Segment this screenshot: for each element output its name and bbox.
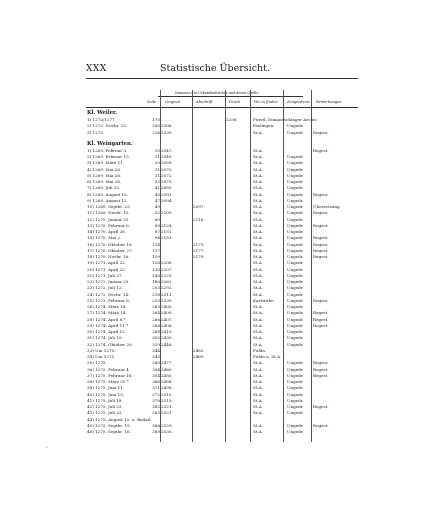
- cell-wo: St.A.: [253, 322, 264, 328]
- cell-nr: 119: [152, 254, 160, 259]
- cell-date: 2) 1272. Novbr. 22.: [87, 123, 128, 129]
- cell-nr: 264: [152, 310, 160, 316]
- cell-nr: 87: [154, 229, 160, 234]
- cell-wo: St.A.: [253, 341, 264, 347]
- cell-nr: 31: [154, 166, 160, 172]
- cell-reg: Regest.: [313, 366, 329, 372]
- page-number: XXX: [86, 64, 107, 74]
- cell-nr: 345: [152, 354, 160, 359]
- cell-nr: 302: [152, 335, 160, 341]
- cell-zeug: Ungedr.: [287, 185, 304, 191]
- cell-nr: 52: [154, 210, 160, 216]
- cell-wo: St.A.: [253, 241, 264, 247]
- cell-orig: 2485.: [161, 372, 173, 378]
- cell-nr: 250: [152, 123, 160, 129]
- cell-orig: 2206.: [161, 260, 173, 266]
- cell-nr: 354: [152, 366, 160, 372]
- cell-wo: St.A.: [253, 185, 264, 191]
- cell-date: 11) 1269. Novbr. 15.: [87, 210, 130, 216]
- cell-date: 39) 1275. Juni 11.: [87, 385, 125, 391]
- cell-wo: St.A.: [253, 129, 264, 135]
- cell-orig: 2092.: [161, 191, 173, 197]
- cell-reg: Regest.: [313, 129, 329, 135]
- cell-orig: 2059.: [161, 160, 173, 166]
- cell-wo: St.A.: [253, 210, 264, 216]
- cell-orig: 2105.: [161, 210, 173, 216]
- cell-zeug: Ungedr.: [287, 154, 304, 159]
- cell-date: 34) Um 1275.: [87, 354, 116, 359]
- cell-nr: 383: [152, 410, 160, 416]
- cell-date: 44) 1275. August 15. u. Beilaß.: [87, 416, 152, 422]
- cell-zeug: Ungedr.: [287, 429, 304, 434]
- cell-nr: 349: [152, 360, 160, 366]
- cell-wo: St.A.: [253, 429, 264, 434]
- cell-zeug: Ungedr.: [287, 397, 304, 403]
- cell-orig: 2151.: [161, 229, 173, 234]
- cell-wo: St.A.: [253, 197, 264, 203]
- cell-nr: 344: [152, 347, 160, 353]
- cell-nr: 31: [154, 172, 160, 178]
- cell-date: 13) 1270. Februar 6.: [87, 222, 130, 228]
- cell-wo: St.A.: [253, 147, 264, 153]
- cell-zeug: Ungedr.: [287, 129, 304, 135]
- cell-nr: 114: [152, 241, 160, 247]
- cell-date: 10) 1269. Septbr. 23.: [87, 204, 131, 209]
- cell-nr: 266: [152, 316, 160, 322]
- cell-date: 35) 1275.: [87, 360, 107, 366]
- cell-zeug: Ungedr.: [287, 229, 304, 234]
- cell-orig: 2521.: [161, 410, 173, 416]
- cell-nr: 175: [152, 117, 160, 122]
- cell-wo: St.A.: [253, 385, 264, 391]
- cell-date: 32) 1274. Oktober 20.: [87, 341, 133, 347]
- cell-wo: St.A.: [253, 154, 264, 159]
- cell-date: 14) 1270. April 26.: [87, 229, 127, 234]
- cell-date: 42) 1275. Juli 23.: [87, 404, 123, 409]
- col-original: Original: [165, 100, 180, 104]
- cell-date: 30) 1274. April 12.: [87, 329, 127, 334]
- cell-wo: St.A.: [253, 204, 264, 209]
- cell-orig: 2530.: [161, 429, 173, 434]
- cell-zeug: Ungedr.: [287, 335, 304, 341]
- cell-zeug: Ungedr.: [287, 172, 304, 178]
- cell-reg: Übersetzung.: [313, 204, 341, 209]
- cell-zeug: Ungedr.: [287, 372, 304, 378]
- cell-date: 5) 1269. Mai 26.: [87, 172, 122, 178]
- cell-orig: 2049.: [161, 154, 173, 159]
- cell-reg: Regest.: [313, 210, 329, 216]
- cell-orig: 2407.: [161, 316, 173, 322]
- table-row: [87, 130, 347, 136]
- cell-orig: 2128.: [161, 222, 173, 228]
- cell-orig: 2094.: [161, 197, 173, 203]
- cell-wo: St.A.: [253, 329, 264, 334]
- cell-nr: 366: [152, 379, 160, 384]
- cell-orig: 2311.: [161, 291, 173, 297]
- cell-wo: Fulda u. St.A.: [253, 354, 282, 359]
- cell-nr: 269: [152, 329, 160, 334]
- col-druck: Druck: [229, 100, 241, 104]
- cell-date: 29) 1274. April 11.*: [87, 322, 129, 328]
- cell-orig: 2477.: [161, 360, 173, 366]
- cell-nr: 41: [154, 185, 160, 191]
- cell-date: 36) 1275. Februar 4.: [87, 366, 130, 372]
- cell-nr: 388: [152, 422, 160, 428]
- cell-zeug: Ungedr.: [287, 197, 304, 203]
- cell-orig: 2510.: [161, 391, 173, 397]
- col-zeugen: Zeugenkreis: [287, 100, 310, 104]
- cell-reg: Regest.: [313, 235, 329, 241]
- cell-wo: St.A.: [253, 166, 264, 172]
- cell-orig: 2072.: [161, 172, 173, 178]
- cell-reg: Regest.: [313, 191, 329, 197]
- page-title: Statistische Übersicht.: [160, 63, 270, 74]
- cell-zeug: Ungedr.: [287, 422, 304, 428]
- cell-zeug: Ungedr.: [287, 123, 304, 129]
- cell-orig: 2073.: [161, 179, 173, 184]
- cell-orig: 2480.: [161, 366, 173, 372]
- cell-date: 26) 1274. März 14.: [87, 304, 127, 309]
- cell-reg: Regest.: [313, 316, 329, 322]
- cell-date: 23) 1272. Juli 12.: [87, 285, 123, 291]
- cell-orig: 2521.: [161, 404, 173, 409]
- cell-zeug: Ungedr.: [287, 160, 304, 166]
- cell-zeug: Ungedr.: [287, 191, 304, 197]
- cell-date: 16) 1270. Oktober 16.: [87, 241, 133, 247]
- cell-wo: St.A.: [253, 272, 264, 278]
- cell-orig: 2400.: [161, 310, 173, 316]
- cell-reg: Regest.: [313, 254, 329, 259]
- cell-orig: 2446.: [161, 341, 173, 347]
- cell-zeug: Ungedr.: [287, 304, 304, 309]
- cell-reg: Regest.: [313, 310, 329, 316]
- cell-orig: 2225.: [161, 272, 173, 278]
- cell-orig: 2430.: [161, 335, 173, 341]
- section-title: Kl. Weingarten.: [87, 140, 133, 147]
- col-wo: Wo zu finden: [254, 100, 278, 104]
- cell-zeug: Ungedr.: [287, 297, 304, 303]
- cell-orig: 2047.: [161, 147, 173, 153]
- cell-wo: St.A.: [253, 404, 264, 409]
- cell-abs: 2469.: [193, 354, 205, 359]
- cell-orig: 2410.: [161, 329, 173, 334]
- cell-wo: St.A.: [253, 310, 264, 316]
- cell-abs: 2116.: [193, 216, 205, 222]
- cell-date: 27) 1274. März 14.: [87, 310, 127, 316]
- cell-zeug: Ungedr.: [287, 279, 304, 284]
- cell-reg: Regest.: [313, 360, 329, 366]
- cell-orig: 2488.: [161, 379, 173, 384]
- cell-nr: 117: [152, 247, 160, 253]
- cell-reg: Regest.: [313, 404, 329, 409]
- cell-orig: 2515.: [161, 397, 173, 403]
- cell-orig: 2070.: [161, 166, 173, 172]
- cell-wo: St.A.: [253, 335, 264, 341]
- cell-date: 38) 1275. März 31.*: [87, 379, 129, 384]
- cell-nr: 223: [152, 297, 160, 303]
- cell-reg: Regest.: [313, 297, 329, 303]
- cell-date: 3) 1269. März 11.: [87, 160, 125, 166]
- cell-orig: 2400.: [161, 304, 173, 309]
- cell-date: 12) 1270. Januar 21.: [87, 216, 130, 222]
- cell-date: 1) 1269. Februar 3.: [87, 147, 128, 153]
- cell-zeug: Ungedr.: [287, 254, 304, 259]
- cell-date: 28) 1274. April 8.*: [87, 316, 126, 322]
- cell-wo: St.A.: [253, 422, 264, 428]
- cell-nr: 32: [154, 179, 160, 184]
- cell-reg: Regest.: [313, 222, 329, 228]
- cell-nr: 49: [154, 204, 160, 209]
- cell-nr: 130: [152, 266, 160, 272]
- cell-wo: St.A.: [253, 266, 264, 272]
- cell-wo: St.A.: [253, 172, 264, 178]
- cell-wo: St.A.: [253, 291, 264, 297]
- cell-orig: 2330.: [161, 129, 173, 135]
- cell-orig: 2498.: [161, 385, 173, 391]
- cell-wo: St.A.: [253, 410, 264, 416]
- cell-date: 1) 1272/1277.: [87, 117, 117, 122]
- cell-wo: St.A.: [253, 316, 264, 322]
- cell-nr: 218: [152, 291, 160, 297]
- cell-date: 15) 1270. Mai 2.: [87, 235, 122, 241]
- cell-wo: St.A.: [253, 279, 264, 284]
- cell-nr: 126: [152, 260, 160, 266]
- cell-nr: 180: [152, 279, 160, 284]
- cell-nr: 20: [154, 160, 160, 166]
- cell-nr: 371: [152, 385, 160, 391]
- cell-wo: St.A.: [253, 229, 264, 234]
- cell-reg: Regest.: [313, 372, 329, 378]
- cell-date: 24) 1272. Decbr. 14.: [87, 291, 130, 297]
- cell-zeug: Ungedr.: [287, 210, 304, 216]
- cell-wo: St.A.: [253, 391, 264, 397]
- cell-wo: Esslingen.: [253, 123, 275, 129]
- page-mark: ,: [46, 442, 48, 449]
- cell-date: 21) 1271. Juli 27.: [87, 272, 123, 278]
- cell-zeug: Ungedr.: [287, 379, 304, 384]
- cell-date: 33) Um 1275.: [87, 347, 116, 353]
- cell-date: 45) 1275. Septbr. 15.: [87, 422, 131, 428]
- cell-orig: 2292.: [161, 285, 173, 291]
- cell-zeug: Ungedr.: [287, 241, 304, 247]
- table-row: [87, 429, 347, 435]
- column-header-rule: [86, 107, 358, 108]
- cell-nr: 389: [152, 429, 160, 434]
- cell-date: 6) 1269. Mai 26.: [87, 179, 122, 184]
- cell-druck: 2256.: [226, 117, 238, 122]
- cell-nr: 10: [154, 147, 160, 153]
- cell-wo: St.A.: [253, 372, 264, 378]
- cell-nr: 226: [152, 129, 160, 135]
- cell-orig: 2262.: [161, 279, 173, 284]
- header-rule: [86, 78, 358, 79]
- cell-date: 4) 1269. Mai 26.: [87, 166, 122, 172]
- cell-nr: 372: [152, 391, 160, 397]
- cell-date: 17) 1270. Oktober 27.: [87, 247, 133, 253]
- cell-nr: 11: [154, 154, 160, 159]
- cell-zeug: Ungedr.: [287, 204, 304, 209]
- cell-zeug: Ungedr.: [287, 322, 304, 328]
- cell-zeug: Ungedr.: [287, 266, 304, 272]
- cell-abs: 2463.: [193, 347, 205, 353]
- cell-wo: St.A.: [253, 179, 264, 184]
- cell-nr: 268: [152, 322, 160, 328]
- cell-date: 7) 1269. Juli 25.: [87, 185, 121, 191]
- cell-zeug: Ungedr.: [287, 385, 304, 391]
- cell-zeug: Ungedr.: [287, 235, 304, 241]
- cell-date: 3) 1273.: [87, 129, 105, 135]
- cell-nr: 69: [154, 222, 160, 228]
- cell-wo: St.A.: [253, 254, 264, 259]
- cell-orig: 2330.: [161, 297, 173, 303]
- cell-zeug: Ungedr.: [287, 366, 304, 372]
- cell-wo: St.A.: [253, 304, 264, 309]
- cell-nr: 149: [152, 272, 160, 278]
- cell-date: 25) 1273. Februar 8.: [87, 297, 130, 303]
- cell-reg: Regest.: [313, 422, 329, 428]
- cell-orig: 2529.: [161, 422, 173, 428]
- cell-date: 43) 1275. Juli 23.: [87, 410, 123, 416]
- cell-date: 19) 1271. April 22.: [87, 260, 127, 266]
- cell-zeug: Ungedr.: [287, 310, 304, 316]
- cell-zeug: Ungedr.: [287, 404, 304, 409]
- cell-nr: 382: [152, 404, 160, 409]
- cell-zeug: Ungedr.: [287, 179, 304, 184]
- cell-date: 41) 1275. Juli 18.: [87, 397, 123, 403]
- cell-nr: 329: [152, 341, 160, 347]
- cell-wo: St.A.: [253, 260, 264, 266]
- cell-orig: 2207.: [161, 266, 173, 272]
- cell-date: 22) 1272. Januar 25.: [87, 279, 130, 284]
- cell-wo: Fürstl. Donaueschinger Archiv.: [253, 117, 318, 122]
- col-regest: Bemerkungen: [316, 100, 342, 104]
- cell-date: 40) 1275. Juni 15.: [87, 391, 125, 397]
- cell-wo: St.A.: [253, 222, 264, 228]
- cell-zeug: Ungedr.: [287, 329, 304, 334]
- cell-nr: 263: [152, 304, 160, 309]
- cell-wo: St.A.: [253, 397, 264, 403]
- cell-wo: St.A.: [253, 247, 264, 253]
- cell-date: 18) 1270. Novbr. 18.: [87, 254, 130, 259]
- col-abschrift: Abschrift: [196, 100, 213, 104]
- cell-zeug: Ungedr.: [287, 285, 304, 291]
- cell-date: 37) 1275. Februar 16.: [87, 372, 133, 378]
- cell-nr: 203: [152, 285, 160, 291]
- cell-date: 9) 1269. August 12.: [87, 197, 128, 203]
- cell-abs: 2179.: [193, 254, 205, 259]
- cell-zeug: Ungedr.: [287, 166, 304, 172]
- cell-nr: 379: [152, 397, 160, 403]
- cell-wo: St.A.: [253, 216, 264, 222]
- cell-zeug: Ungedr.: [287, 341, 304, 347]
- cell-abs: 2097.: [193, 204, 205, 209]
- cell-zeug: Ungedr.: [287, 291, 304, 297]
- cell-zeug: Ungedr.: [287, 316, 304, 322]
- cell-nr: 94: [154, 235, 160, 241]
- cell-wo: St.A.: [253, 360, 264, 366]
- section-title: Kl. Weiler.: [87, 110, 118, 116]
- cell-reg: Regest.: [313, 247, 329, 253]
- cell-date: 8) 1269. August 10.: [87, 191, 128, 197]
- cell-orig: 2408.: [161, 322, 173, 328]
- cell-zeug: Ungedr.: [287, 222, 304, 228]
- cell-reg: Regest.: [313, 322, 329, 328]
- cell-date: 46) 1275. Septbr. 16.: [87, 429, 131, 434]
- cell-wo: St.A.: [253, 235, 264, 241]
- cell-zeug: Ungedr.: [287, 410, 304, 416]
- cell-abs: 2175.: [193, 241, 205, 247]
- cell-wo: St.A.: [253, 285, 264, 291]
- cell-zeug: Ungedr.: [287, 216, 304, 222]
- cell-wo: Fulda.: [253, 347, 267, 353]
- cell-zeug: Ungedr.: [287, 247, 304, 253]
- cell-orig: . . . . .: [161, 117, 173, 122]
- cell-orig: 2083.: [161, 185, 173, 191]
- cell-date: 2) 1269. Februar 15.: [87, 154, 130, 159]
- cell-wo: Karlsruhe.: [253, 297, 275, 303]
- cell-date: 31) 1274. Juli 10.: [87, 335, 123, 341]
- cell-nr: 47: [154, 197, 160, 203]
- cell-orig: 2306.: [161, 123, 173, 129]
- cell-nr: 45: [154, 191, 160, 197]
- cell-zeug: Ungedr.: [287, 360, 304, 366]
- cell-wo: St.A.: [253, 366, 264, 372]
- cell-reg: Regest.: [313, 241, 329, 247]
- cell-nr: 354: [152, 372, 160, 378]
- col-nr: Seite: [147, 100, 157, 104]
- cell-wo: St.A.: [253, 160, 264, 166]
- group-caption: Nummer der Urkundenbücher und deren Quelle.: [175, 91, 260, 95]
- cell-abs: 2177.: [193, 247, 205, 253]
- cell-zeug: Ungedr.: [287, 260, 304, 266]
- cell-zeug: Ungedr.: [287, 272, 304, 278]
- cell-orig: 2153.: [161, 235, 173, 241]
- cell-wo: St.A.: [253, 191, 264, 197]
- cell-zeug: Ungedr.: [287, 391, 304, 397]
- cell-date: 20) 1271. April 22.: [87, 266, 127, 272]
- cell-reg: Regest.: [313, 147, 329, 153]
- cell-wo: St.A.: [253, 379, 264, 384]
- cell-nr: 60: [154, 216, 160, 222]
